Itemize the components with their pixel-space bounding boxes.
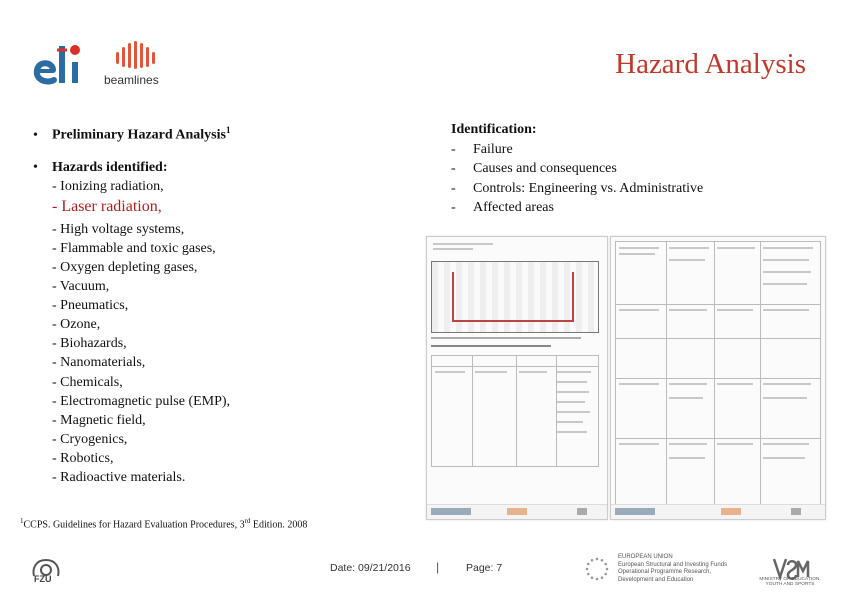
beamlines-logo-text: beamlines bbox=[104, 73, 159, 87]
hazard-item: - Magnetic field, bbox=[52, 412, 146, 428]
hazards-heading: Hazards identified: bbox=[52, 159, 168, 175]
eu-funding-text bbox=[618, 554, 728, 584]
msmt-text bbox=[748, 577, 832, 588]
hazard-table-preview bbox=[615, 241, 821, 505]
preview-footer bbox=[427, 504, 607, 519]
eu-line: European Structural and Investing Funds bbox=[618, 561, 728, 568]
hazard-item: - Vacuum, bbox=[52, 279, 110, 295]
hazard-item-laser: - Laser radiation, bbox=[52, 197, 162, 215]
beamlines-logo bbox=[104, 40, 168, 90]
identification-item: - Affected areas bbox=[451, 198, 703, 218]
footnote-text: CCPS. Guidelines for Hazard Evaluation Procedures, 3 bbox=[23, 519, 245, 531]
bullet-dot: • bbox=[33, 127, 38, 143]
identification-item: - Failure bbox=[451, 140, 703, 160]
fzu-logo-text: FZU bbox=[34, 574, 52, 584]
hazard-item: - Oxygen depleting gases, bbox=[52, 259, 198, 275]
hazard-item: - Electromagnetic pulse (EMP), bbox=[52, 393, 231, 409]
eli-logo bbox=[33, 40, 83, 88]
eli-logo-icon bbox=[33, 40, 83, 88]
footnote-number: 1 bbox=[20, 517, 24, 525]
hazard-item: - Cryogenics, bbox=[52, 431, 128, 447]
hazard-item: - Biohazards, bbox=[52, 336, 127, 352]
identification-item-text: Affected areas bbox=[473, 200, 554, 215]
hazard-item: - Robotics, bbox=[52, 450, 114, 466]
hazard-item: - Nanomaterials, bbox=[52, 355, 146, 371]
eu-line: Development and Education bbox=[618, 576, 694, 583]
identification-list bbox=[451, 140, 703, 218]
footer-page-number: Page: 7 bbox=[466, 562, 503, 574]
pha-heading bbox=[52, 121, 230, 145]
hazard-item: - Ozone, bbox=[52, 317, 101, 333]
identification-item-text: Controls: Engineering vs. Administrative bbox=[473, 180, 704, 196]
page-title: Hazard Analysis bbox=[615, 48, 806, 80]
floorplan-image bbox=[431, 261, 599, 333]
identification-item: - Controls: Engineering vs. Administrative bbox=[451, 179, 703, 199]
msmt-line: MINISTRY OF EDUCATION, bbox=[759, 577, 821, 582]
eu-line: Operational Programme Research, bbox=[618, 569, 712, 576]
identification-block bbox=[451, 120, 703, 218]
preview-footer bbox=[611, 504, 825, 519]
pha-footnote-ref: 1 bbox=[225, 125, 231, 135]
msmt-line: YOUTH AND SPORTS bbox=[765, 582, 815, 588]
identification-item-text: Causes and consequences bbox=[473, 161, 617, 176]
document-preview-floorplan bbox=[426, 236, 608, 520]
document-preview-table bbox=[610, 236, 826, 520]
identification-item-text: Failure bbox=[473, 141, 513, 157]
eu-stars-icon bbox=[584, 556, 610, 582]
bullet-pha bbox=[33, 121, 413, 145]
pha-label: Preliminary Hazard Analysis bbox=[52, 127, 226, 143]
hazard-item: - Radioactive materials. bbox=[52, 469, 186, 485]
hazard-item: - Ionizing radiation, bbox=[52, 178, 164, 194]
beamlines-mark-icon bbox=[114, 40, 158, 70]
hazard-item: - Chemicals, bbox=[52, 374, 123, 390]
footer-separator: | bbox=[436, 560, 440, 574]
bullet-hazards bbox=[33, 158, 413, 177]
hazard-item: - Pneumatics, bbox=[52, 298, 129, 314]
bullet-dot: • bbox=[33, 159, 38, 175]
footnote-text-end: Edition. 2008 bbox=[250, 519, 308, 531]
footnote-ordinal: rd bbox=[244, 517, 251, 525]
hazard-item: - High voltage systems, bbox=[52, 221, 185, 237]
left-column bbox=[33, 121, 413, 487]
hazards-list bbox=[33, 177, 413, 487]
footer-date: Date: 09/21/2016 bbox=[330, 562, 411, 574]
eu-line: EUROPEAN UNION bbox=[618, 554, 673, 560]
document-previews bbox=[420, 232, 830, 520]
hazard-item: - Flammable and toxic gases, bbox=[52, 240, 216, 256]
identification-heading: Identification: bbox=[451, 122, 537, 137]
identification-item: - Causes and consequences bbox=[451, 159, 703, 179]
footnote bbox=[20, 517, 307, 530]
